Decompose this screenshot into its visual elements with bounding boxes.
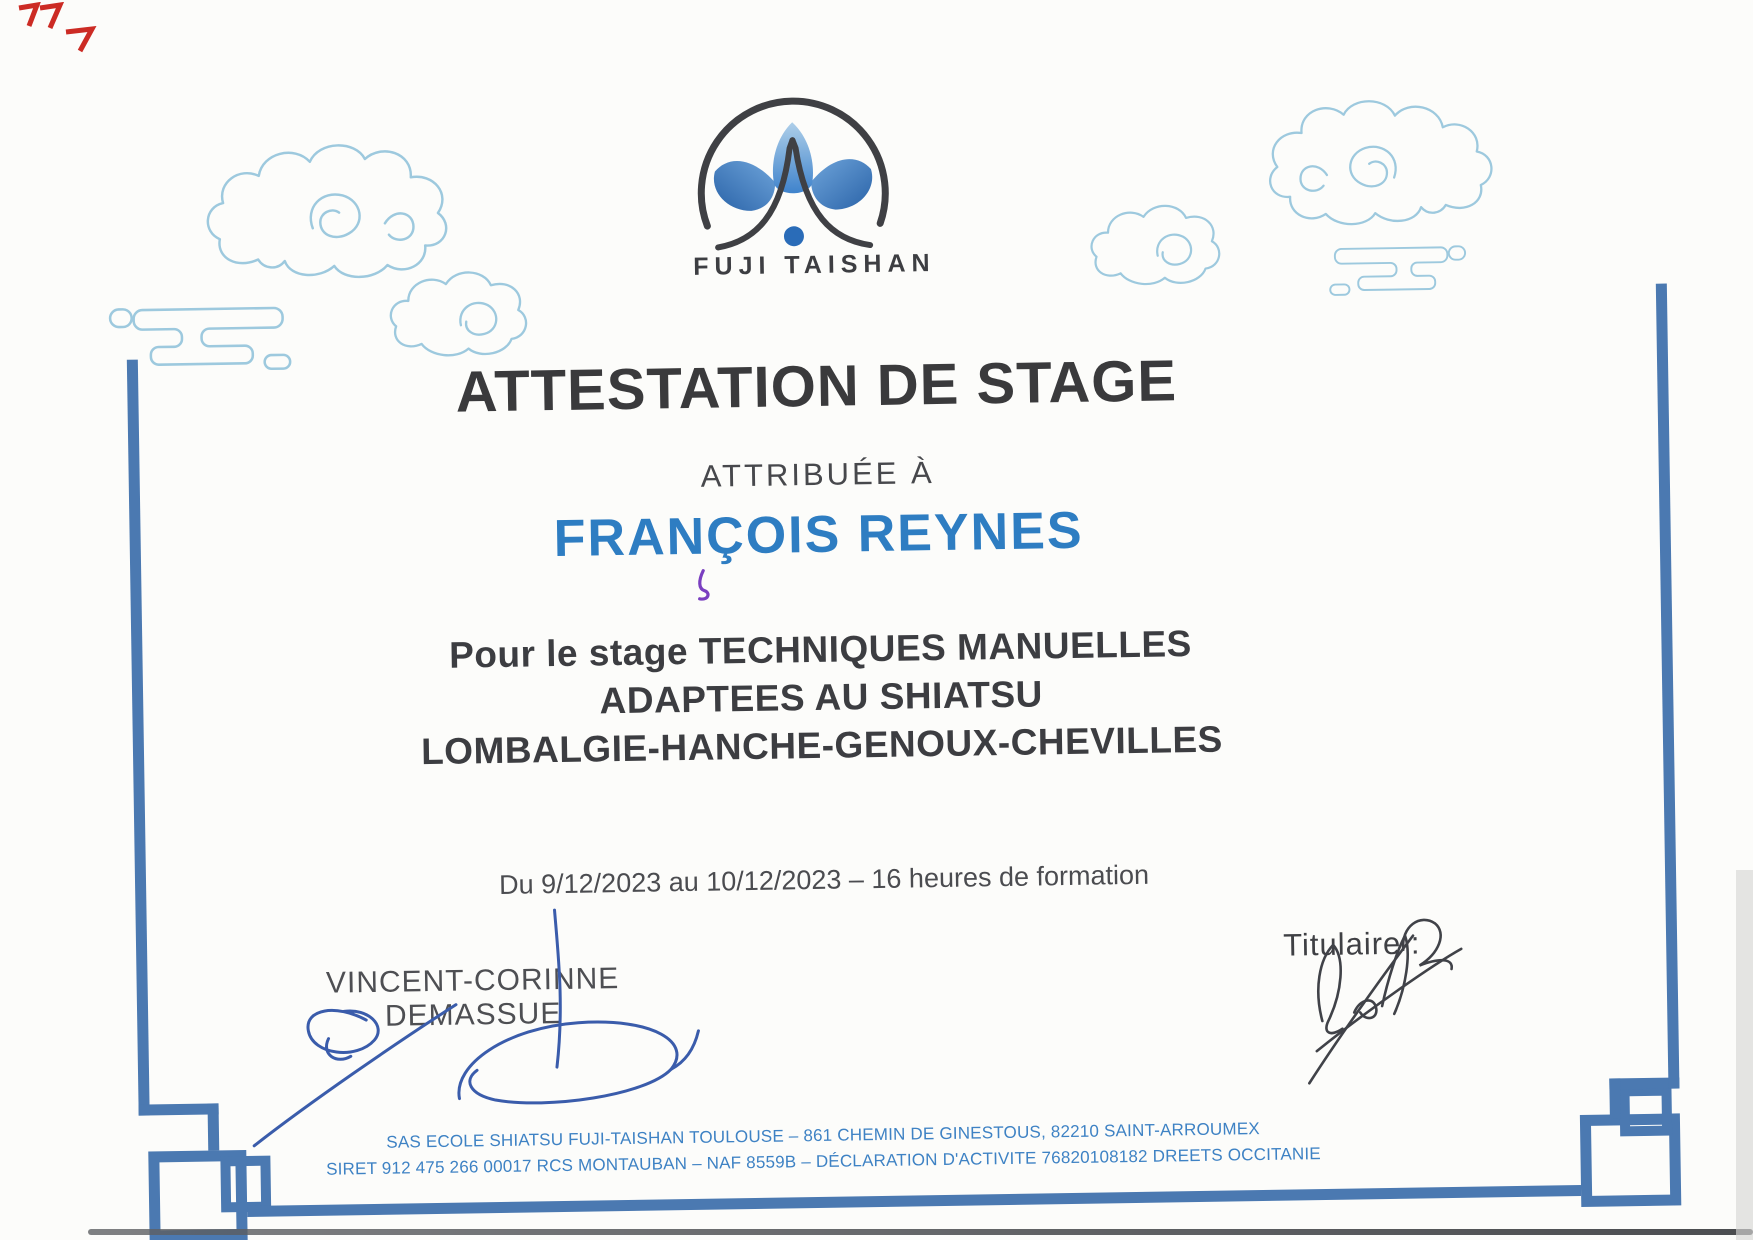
certificate-title: ATTESTATION DE STAGE [455,348,1178,425]
scan-edge-right [1736,870,1753,1240]
border-bl-square-small [220,1156,271,1213]
border-br-stub-down [1609,1078,1621,1118]
footer-line-2: SIRET 912 475 266 00017 RCS MONTAUBAN – NAF 8559B – DÉCLARATION D'ACTIVITE 76820108182 DREETS OCCITANIE [325,1144,1321,1179]
stage-dates: Du 9/12/2023 au 10/12/2023 – 16 heures de formation [498,859,1150,900]
border-br-square-small [1619,1086,1672,1137]
border-bl-stub-down [208,1103,220,1150]
attribution-label: ATTRIBUÉE À [700,455,935,494]
recipient-name: FRANÇOIS REYNES [553,501,1085,569]
footer-line-1: SAS ECOLE SHIATSU FUJI-TAISHAN TOULOUSE – 861 CHEMIN DE GINESTOUS, 82210 SAINT-ARROUMEX [386,1119,1260,1152]
titulaire-label: Titulaire : [1282,925,1421,963]
stage-line-2: ADAPTEES AU SHIATSU [599,673,1044,722]
stage-line-1: Pour le stage TECHNIQUES MANUELLES [448,623,1193,676]
signature-right-dark-ink [1307,919,1464,1083]
signer-name-left: VINCENT-CORINNE DEMASSUE [325,962,620,1033]
scan-edge-bottom [88,1229,1753,1235]
brand-name: FUJI TAISHAN [693,249,936,281]
stage-line-3: LOMBALGIE-HANCHE-GENOUX-CHEVILLES [420,718,1224,773]
